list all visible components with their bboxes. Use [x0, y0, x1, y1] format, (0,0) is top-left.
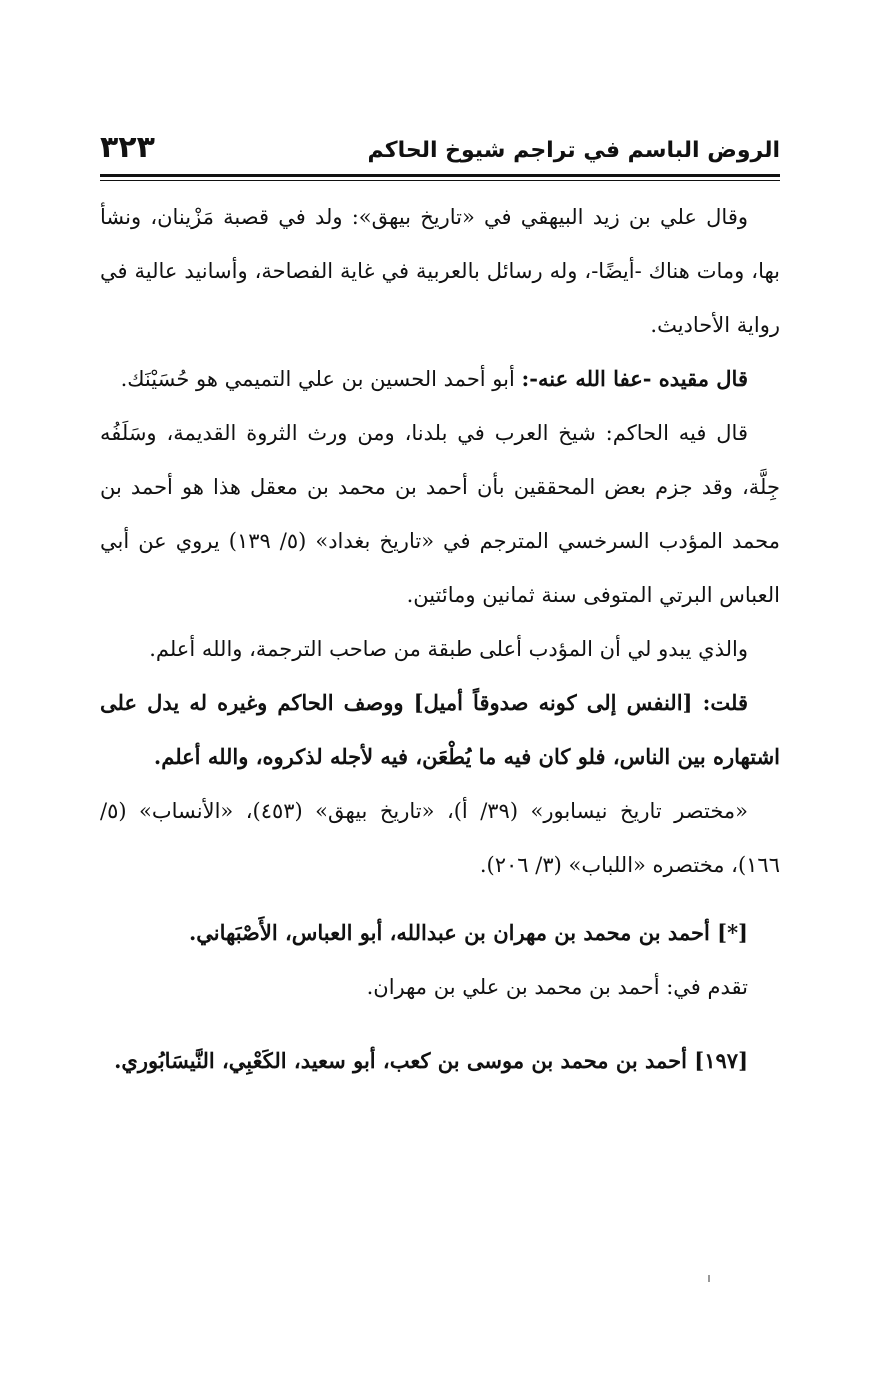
running-header [100, 128, 780, 172]
paragraph-editor-note [100, 352, 780, 406]
editor-note-lead: قال مقيده -عفا الله عنه-: [521, 366, 748, 391]
entry-title-197: [١٩٧] أحمد بن محمد بن موسى بن كعب، أبو سعيد، الكَعْبِي، النَّيسَابُوري. [114, 1048, 748, 1073]
paragraph-hakim-quote: قال فيه الحاكم: شيخ العرب في بلدنا، ومن ورث الثروة القديمة، وسَلَفُه جِلَّة، وقد جزم بعض المحققين بأن أحمد بن محمد بن معقل هذا هو أحمد بن محمد المؤدب السرخسي المترجم في «تاريخ بغداد» (٥/ ١٣٩) يروي عن أبي العباس البرتي المتوفى سنة ثمانين ومائتين. [100, 421, 780, 607]
paragraph-verdict [100, 676, 780, 784]
entry-title-isfahani: [*] أحمد بن محمد بن مهران بن عبدالله، أبو العباس، الأَصْبَهاني. [188, 920, 748, 945]
paragraph-bayhaqi-quote: وقال علي بن زيد البيهقي في «تاريخ بيهق»: ولد في قصبة مَزْينان، ونشأ بها، ومات هناك -أيضًا-، وله رسائل بالعربية في غاية الفصاحة، وأسانيد عالية في رواية الأحاديث. [100, 205, 780, 337]
book-title: الروض الباسم في تراجم شيوخ الحاكم [367, 138, 780, 163]
page-number: ٣٢٣ [100, 130, 155, 165]
paragraph-opinion: والذي يبدو لي أن المؤدب أعلى طبقة من صاحب الترجمة، والله أعلم. [149, 637, 748, 661]
editor-note-text: أبو أحمد الحسين بن علي التميمي هو حُسَيْنَك. [120, 367, 522, 391]
paragraph-sources: «مختصر تاريخ نيسابور» (٣٩/ أ)، «تاريخ بيهق» (٤٥٣)، «الأنساب» (٥/ ١٦٦)، مختصره «اللباب» (٣/ ٢٠٦). [100, 799, 780, 877]
body-text [100, 190, 780, 1088]
header-rule-thin [100, 180, 780, 181]
verdict-lead: قلت: [692, 690, 748, 715]
header-rule-thick [100, 174, 780, 177]
scan-speck [708, 1275, 710, 1282]
verdict-text: [النفس إلى كونه صدوقاً أميل] ووصف الحاكم وغيره له يدل على اشتهاره بين الناس، فلو كان فيه ما يُطْعَن، فيه لأجله لذكروه، والله أعلم. [100, 690, 780, 769]
entry-cross-reference: تقدم في: أحمد بن محمد بن علي بن مهران. [366, 975, 748, 999]
